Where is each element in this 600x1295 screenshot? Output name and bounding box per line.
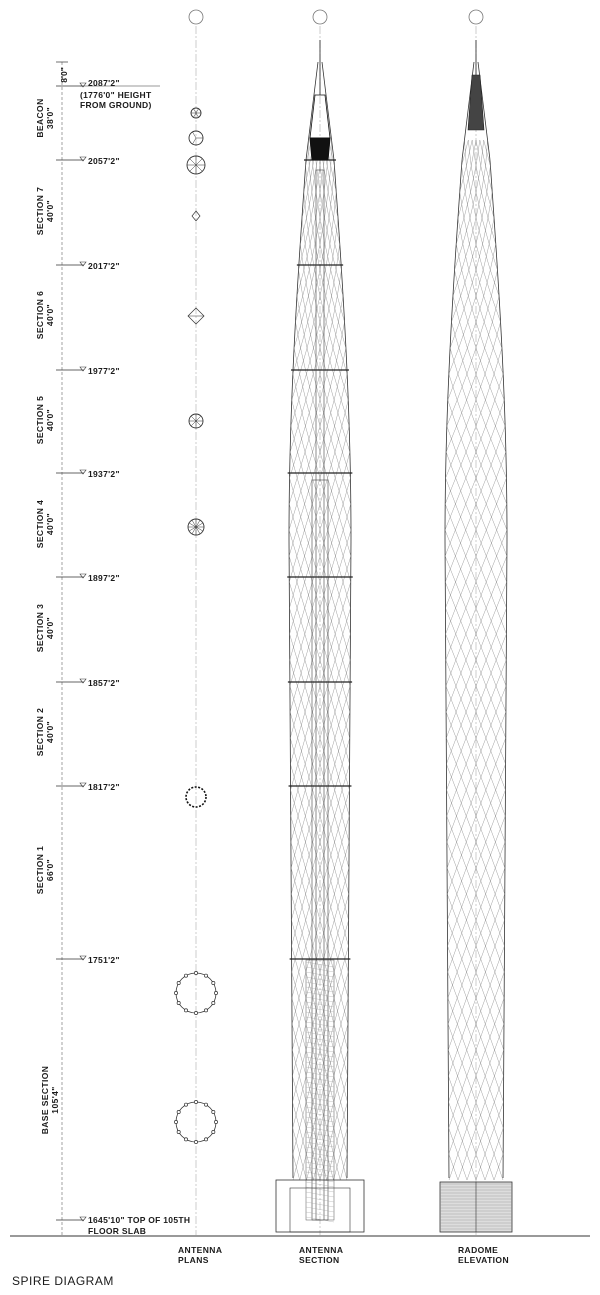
antenna-section-lattice [334, 192, 337, 218]
top-dimension-label: 8'0" [58, 67, 69, 83]
elevation-sublabel: FLOOR SLAB [88, 1226, 147, 1236]
antenna-section-lattice [306, 218, 310, 244]
antenna-section-lattice [331, 270, 338, 296]
antenna-section-lattice [305, 244, 309, 270]
radome-lattice [450, 348, 458, 374]
plan-node [177, 1130, 180, 1133]
centerline-marker [189, 10, 203, 24]
plan-node [212, 981, 215, 984]
radome-lattice [496, 426, 505, 452]
column-label-line: PLANS [178, 1255, 209, 1265]
radome-lattice [483, 218, 488, 244]
plan-spoke [196, 109, 199, 113]
column-label-line: ANTENNA [299, 1245, 344, 1255]
column-label-line: ANTENNA [178, 1245, 223, 1255]
radome-lattice [483, 244, 491, 270]
radome-tip-dark [468, 75, 484, 130]
antenna-section-lattice [332, 296, 339, 322]
antenna-section-lattice [326, 322, 332, 348]
plan-node [194, 971, 197, 974]
plan-spoke [191, 416, 196, 421]
section-name: SECTION 5 [35, 395, 45, 445]
plan-node [212, 1001, 215, 1004]
antenna-section-lattice [336, 244, 340, 270]
plan-spoke [190, 165, 196, 171]
radome-outline-left [445, 62, 474, 1178]
section-label-3 [35, 593, 55, 663]
section-label-1 [35, 835, 55, 905]
plan-node [204, 1138, 207, 1141]
radome-lattice [461, 270, 469, 296]
antenna-section-lattice [310, 244, 315, 270]
centerline-marker [469, 10, 483, 24]
antenna-section-lattice [335, 400, 342, 426]
elevation-marker [80, 262, 86, 266]
plan-node [177, 981, 180, 984]
radome-lattice [484, 322, 493, 348]
radome-lattice [446, 452, 457, 478]
elevation-marker [80, 1217, 86, 1221]
section-label-4 [35, 489, 55, 559]
antenna-section-lattice [306, 166, 308, 192]
radome-lattice [489, 218, 494, 244]
plan-spoke [196, 416, 201, 421]
antenna-section-lattice [309, 244, 315, 270]
antenna-section-lattice [298, 400, 306, 426]
antenna-section-lattice [297, 296, 302, 322]
elevation-marker [80, 783, 86, 787]
plan-node [177, 1110, 180, 1113]
section-name: SECTION 2 [35, 707, 45, 757]
radome-lattice [481, 140, 484, 166]
antenna-section-lattice [332, 166, 334, 192]
antenna-section-lattice [300, 244, 304, 270]
antenna-section-lattice [326, 296, 333, 322]
antenna-section-lattice [334, 374, 340, 400]
antenna-section-lattice [306, 192, 311, 218]
antenna-section-lattice [308, 296, 313, 322]
radome-lattice [455, 270, 461, 296]
antenna-section-lattice [312, 192, 316, 218]
elevation-label: 1937'2" [88, 469, 120, 479]
plan-node [212, 1110, 215, 1113]
elevation-marker [80, 367, 86, 371]
plan-node [177, 1001, 180, 1004]
elevation-label: 2057'2" [88, 156, 120, 166]
section-name: SECTION 6 [35, 290, 45, 340]
antenna-section-lattice [308, 270, 314, 296]
antenna-section-lattice [298, 426, 306, 452]
radome-lattice [494, 348, 502, 374]
radome-lattice [468, 140, 471, 166]
elevation-label: 1857'2" [88, 678, 120, 688]
diagram-title: SPIRE DIAGRAM [12, 1274, 114, 1288]
section-name: SECTION 3 [35, 603, 45, 653]
radome-lattice [482, 218, 489, 244]
antenna-section-lattice [310, 218, 315, 244]
section-label-2 [35, 697, 55, 767]
elevation-label: 1977'2" [88, 366, 120, 376]
radome-lattice [483, 244, 489, 270]
radome-lattice [459, 322, 468, 348]
section-label-base [40, 1060, 60, 1140]
section-dimension: 105'4" [50, 1086, 60, 1114]
plan-spoke [193, 132, 197, 138]
elevation-sublabel: FROM GROUND) [80, 100, 152, 110]
radome-lattice [487, 166, 491, 192]
plan-node [204, 1103, 207, 1106]
plan-spoke [196, 159, 202, 165]
plan-node [204, 974, 207, 977]
radome-lattice [465, 192, 470, 218]
section-dimension: 40'0" [45, 199, 55, 223]
antenna-section-lattice [291, 400, 299, 426]
radome-lattice [448, 374, 458, 400]
radome-lattice [458, 218, 463, 244]
radome-lattice [491, 270, 497, 296]
antenna-section-lattice [301, 322, 308, 348]
antenna-section-lattice [299, 270, 303, 296]
radome-lattice [484, 296, 493, 322]
elevation-label: 1645'10" TOP OF 105TH [88, 1215, 191, 1225]
column-label-radome-elevation [458, 1245, 509, 1265]
elevation-label: 2017'2" [88, 261, 120, 271]
radome-lattice [485, 322, 493, 348]
radome-lattice [447, 400, 457, 426]
radome-lattice [463, 244, 469, 270]
radome-lattice [481, 192, 488, 218]
plan-node [174, 991, 177, 994]
radome-lattice [490, 244, 495, 270]
elevation-marker [80, 679, 86, 683]
base-hatch [306, 1182, 334, 1187]
antenna-section-lattice [299, 374, 307, 400]
plan-node [194, 1140, 197, 1143]
antenna-section-lattice [326, 296, 331, 322]
antenna-section-lattice [307, 322, 314, 348]
antenna-section-lattice [343, 452, 350, 478]
section-dimension: 40'0" [45, 720, 55, 744]
radome-lattice [492, 296, 499, 322]
antenna-section-lattice [324, 166, 327, 192]
antenna-section-lattice [329, 218, 335, 244]
radome-lattice [451, 322, 458, 348]
radome-lattice [485, 348, 493, 374]
plan-spoke [194, 109, 197, 113]
antenna-section-lattice [305, 218, 311, 244]
base-hatch [306, 972, 334, 977]
antenna-section-lattice [337, 270, 341, 296]
radome-lattice [462, 244, 470, 270]
antenna-section-lattice [335, 218, 338, 244]
antenna-section-lattice [327, 166, 332, 192]
antenna-section-lattice [331, 244, 335, 270]
section-name: SECTION 1 [35, 845, 45, 895]
section-name: BEACON [35, 98, 45, 138]
radome-lattice [456, 244, 461, 270]
antenna-section-lattice [341, 374, 347, 400]
radome-lattice [482, 192, 487, 218]
antenna-section-lattice [309, 270, 314, 296]
antenna-section-lattice [332, 270, 337, 296]
plan-spoke [196, 421, 201, 426]
plan-node [212, 1130, 215, 1133]
radome-lattice [485, 348, 494, 374]
radome-lattice [466, 166, 470, 192]
section-label-7 [35, 176, 55, 246]
antenna-section-lattice [342, 426, 349, 452]
antenna-section-lattice [311, 218, 315, 244]
antenna-section-lattice [325, 244, 331, 270]
elevation-sublabel: (1776'0" HEIGHT [80, 90, 152, 100]
radome-lattice [483, 270, 491, 296]
plan-spoke [190, 159, 196, 165]
plan-node [174, 1120, 177, 1123]
plan-node [204, 1009, 207, 1012]
antenna-section-lattice [330, 244, 336, 270]
radome-lattice [495, 400, 504, 426]
radome-lattice [464, 192, 471, 218]
section-dimension: 38'0" [45, 106, 55, 130]
radome-lattice [485, 374, 494, 400]
radome-lattice [495, 374, 503, 400]
antenna-section-lattice [329, 192, 332, 218]
section-dimension: 40'0" [45, 408, 55, 432]
column-label-antenna-section [299, 1245, 343, 1265]
beacon-head [310, 138, 330, 160]
antenna-section-lattice [311, 192, 316, 218]
antenna-section-lattice [309, 166, 312, 192]
radome-lattice [462, 270, 469, 296]
plan-spoke [193, 138, 197, 144]
radome-lattice [460, 296, 469, 322]
antenna-section-lattice [326, 270, 331, 296]
section-label-beacon [35, 83, 55, 153]
antenna-section-lattice [308, 192, 311, 218]
plan-node [184, 1009, 187, 1012]
antenna-section-lattice [303, 296, 308, 322]
radome-lattice [457, 374, 467, 400]
plan-spoke [196, 113, 199, 117]
section-dimension: 66'0" [45, 858, 55, 882]
antenna-section-lattice [328, 166, 331, 192]
antenna-section-lattice [330, 218, 334, 244]
radome-lattice [446, 426, 456, 452]
antenna-section-lattice [325, 218, 329, 244]
elevation-marker [80, 470, 86, 474]
centerline-marker [313, 10, 327, 24]
elevation-label: 2087'2" [88, 78, 120, 88]
column-label-antenna-plans [178, 1245, 222, 1265]
antenna-section-lattice [308, 296, 315, 322]
radome-lattice [463, 218, 470, 244]
plan-node [214, 1120, 217, 1123]
radome-lattice [449, 348, 459, 374]
radome-lattice [462, 166, 466, 192]
antenna-section-lattice [304, 192, 307, 218]
section-dimension: 40'0" [45, 512, 55, 536]
radome-lattice [461, 296, 468, 322]
plan-node [194, 1100, 197, 1103]
radome-lattice [464, 218, 469, 244]
radome-lattice [460, 192, 464, 218]
section-name: SECTION 4 [35, 499, 45, 549]
elevation-label: 1751'2" [88, 955, 120, 965]
radome-outline-right [478, 62, 507, 1178]
plan-node [184, 1138, 187, 1141]
base-hatch [306, 1197, 334, 1202]
antenna-section-lattice [290, 452, 298, 478]
section-dimension: 40'0" [45, 616, 55, 640]
antenna-section-lattice [338, 296, 343, 322]
antenna-section-lattice [325, 270, 331, 296]
antenna-section-lattice [325, 192, 329, 218]
antenna-section-lattice [302, 296, 309, 322]
antenna-section-lattice [335, 426, 342, 452]
antenna-section-lattice [342, 400, 348, 426]
section-name: BASE SECTION [40, 1065, 50, 1135]
radome-lattice [459, 348, 467, 374]
radome-lattice [488, 192, 492, 218]
radome-lattice [458, 348, 467, 374]
antenna-section-lattice [302, 218, 305, 244]
elevation-label: 1817'2" [88, 782, 120, 792]
section-dimension: 40'0" [45, 303, 55, 327]
plan-spoke [196, 165, 202, 171]
radome-lattice [484, 270, 491, 296]
radome-lattice [496, 452, 506, 478]
radome-lattice [465, 166, 471, 192]
antenna-section-lattice [290, 426, 298, 452]
radome-lattice [453, 296, 460, 322]
section-name: SECTION 7 [35, 186, 45, 236]
plan-node [194, 1011, 197, 1014]
antenna-section-lattice [303, 270, 310, 296]
elevation-marker [80, 83, 86, 87]
antenna-section-lattice [304, 244, 310, 270]
plan-node [184, 1103, 187, 1106]
antenna-section-lattice [325, 218, 330, 244]
plan-spoke [191, 421, 196, 426]
radome-lattice [484, 296, 491, 322]
antenna-section-lattice [325, 244, 330, 270]
column-label-line: ELEVATION [458, 1255, 509, 1265]
base-hatch [306, 1042, 334, 1047]
antenna-section-lattice [313, 166, 316, 192]
antenna-section-lattice [333, 322, 338, 348]
antenna-section-lattice [324, 192, 329, 218]
antenna-section-lattice [304, 270, 309, 296]
plan-node [184, 974, 187, 977]
elevation-label: 1897'2" [88, 573, 120, 583]
radome-lattice [481, 166, 487, 192]
plan-spoke [194, 113, 197, 117]
radome-lattice [464, 140, 466, 166]
radome-lattice [460, 322, 468, 348]
section-label-6 [35, 280, 55, 350]
radome-lattice [493, 348, 503, 374]
antenna-section-lattice [308, 166, 313, 192]
antenna-section-lattice [332, 296, 337, 322]
column-label-line: SECTION [299, 1255, 340, 1265]
plan-node [214, 991, 217, 994]
section-label-5 [35, 385, 55, 455]
column-label-line: RADOME [458, 1245, 499, 1255]
elevation-marker [80, 956, 86, 960]
radome-lattice [481, 166, 485, 192]
elevation-marker [80, 157, 86, 161]
antenna-section-lattice [339, 322, 344, 348]
elevation-marker [80, 574, 86, 578]
radome-lattice [486, 140, 488, 166]
radome-lattice [493, 322, 500, 348]
antenna-section-lattice [328, 192, 333, 218]
